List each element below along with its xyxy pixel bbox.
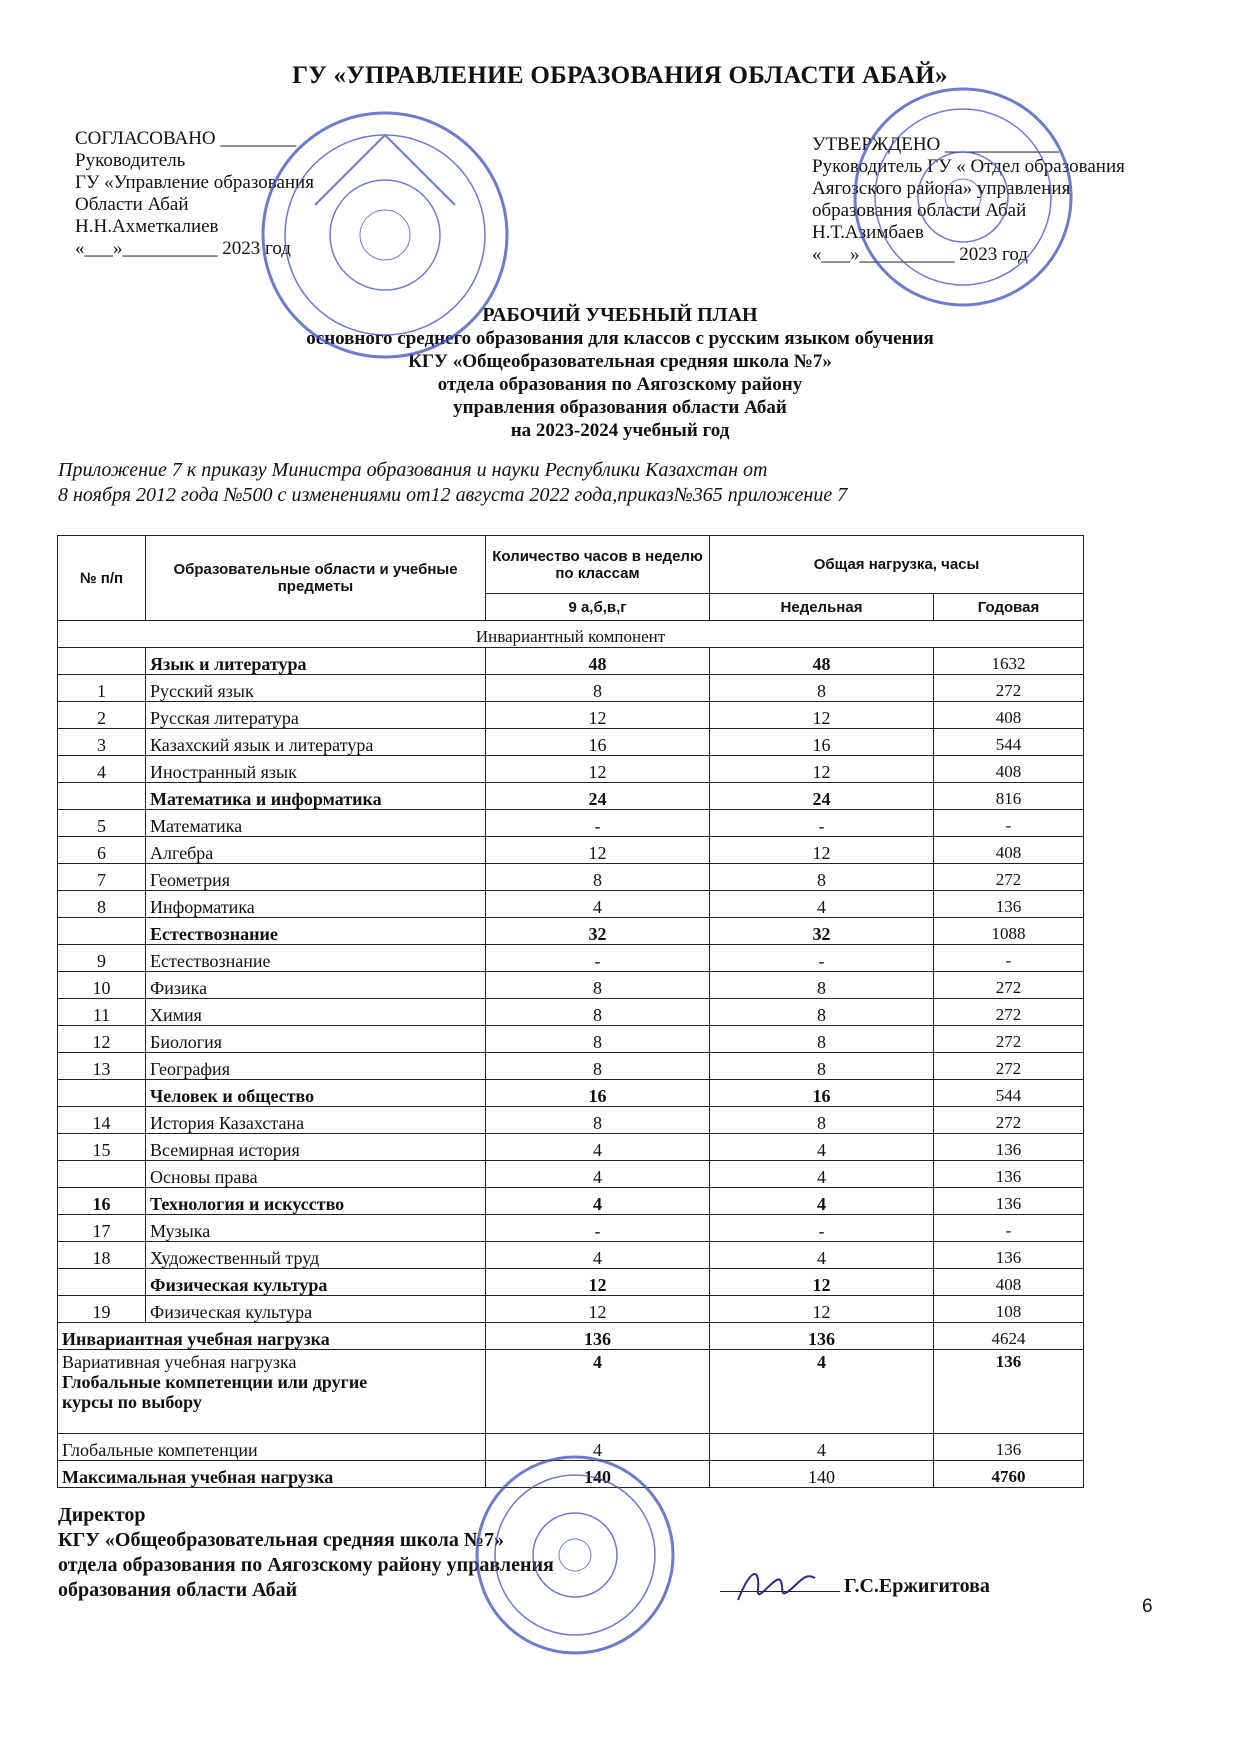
row-weekly: 8 <box>710 972 934 999</box>
row-number <box>58 918 146 945</box>
max-load-hours: 140 <box>486 1461 710 1488</box>
table-row <box>58 837 1084 864</box>
row-class-hours: - <box>486 810 710 837</box>
row-yearly: 136 <box>934 891 1084 918</box>
approved-name: Н.Т.Азимбаев <box>812 222 924 243</box>
row-class-hours: 8 <box>486 999 710 1026</box>
row-weekly: - <box>710 1215 934 1242</box>
row-yearly: 272 <box>934 972 1084 999</box>
global-competencies-weekly: 4 <box>710 1434 934 1461</box>
row-number: 9 <box>58 945 146 972</box>
agreed-date: «___»__________ 2023 год <box>75 238 291 259</box>
row-number: 10 <box>58 972 146 999</box>
appendix-line1: Приложение 7 к приказу Министра образования и науки Республики Казахстан от <box>58 459 768 481</box>
organization-title: ГУ «УПРАВЛЕНИЕ ОБРАЗОВАНИЯ ОБЛАСТИ АБАЙ» <box>292 62 948 89</box>
row-subject: Язык и литература <box>146 648 486 675</box>
row-yearly: 408 <box>934 756 1084 783</box>
row-yearly: 272 <box>934 1107 1084 1134</box>
table-row <box>58 945 1084 972</box>
row-number: 7 <box>58 864 146 891</box>
row-weekly: - <box>710 810 934 837</box>
row-class-hours: 24 <box>486 783 710 810</box>
row-weekly: 16 <box>710 729 934 756</box>
approved-date: «___»__________ 2023 год <box>812 244 1028 265</box>
signature-underline <box>720 1591 840 1592</box>
row-class-hours: 12 <box>486 702 710 729</box>
approved-label: УТВЕРЖДЕНО ____________ <box>812 134 1060 155</box>
row-weekly: 12 <box>710 837 934 864</box>
table-row <box>58 1134 1084 1161</box>
table-row <box>58 1188 1084 1215</box>
row-yearly: 272 <box>934 1026 1084 1053</box>
table-row <box>58 1161 1084 1188</box>
table-row <box>58 1215 1084 1242</box>
row-subject: Технология и искусство <box>146 1188 486 1215</box>
row-number: 15 <box>58 1134 146 1161</box>
row-class-hours: 4 <box>486 1134 710 1161</box>
row-yearly: 408 <box>934 702 1084 729</box>
row-number: 6 <box>58 837 146 864</box>
agreed-org-line2: Области Абай <box>75 194 189 215</box>
table-row <box>58 702 1084 729</box>
row-subject: Биология <box>146 1026 486 1053</box>
row-subject: Информатика <box>146 891 486 918</box>
director-dept-line2: образования области Абай <box>58 1579 298 1601</box>
row-number: 3 <box>58 729 146 756</box>
row-number: 18 <box>58 1242 146 1269</box>
row-subject: Естествознание <box>146 945 486 972</box>
row-yearly: - <box>934 945 1084 972</box>
variative-hours: 4 <box>486 1350 710 1434</box>
plan-line2: КГУ «Общеобразовательная средняя школа №7» <box>408 351 832 372</box>
row-subject: Математика и информатика <box>146 783 486 810</box>
row-class-hours: 8 <box>486 1107 710 1134</box>
agreed-label: СОГЛАСОВАНО ________ <box>75 128 297 149</box>
approved-position-line3: образования области Абай <box>812 200 1027 221</box>
variative-courses-label: Глобальные компетенции или другие курсы по выбору <box>62 1372 368 1412</box>
row-weekly: 16 <box>710 1080 934 1107</box>
row-yearly: 1088 <box>934 918 1084 945</box>
row-subject: Художественный труд <box>146 1242 486 1269</box>
table-row <box>58 810 1084 837</box>
header-weekly: Недельная <box>710 594 934 621</box>
approved-position-line1: Руководитель ГУ « Отдел образования <box>812 156 1125 177</box>
row-number: 4 <box>58 756 146 783</box>
plan-title: РАБОЧИЙ УЧЕБНЫЙ ПЛАН <box>482 304 758 326</box>
row-class-hours: 16 <box>486 1080 710 1107</box>
row-yearly: 408 <box>934 837 1084 864</box>
max-load-weekly: 140 <box>710 1461 934 1488</box>
row-class-hours: 8 <box>486 675 710 702</box>
table-row <box>58 864 1084 891</box>
row-weekly: 12 <box>710 756 934 783</box>
row-weekly: 48 <box>710 648 934 675</box>
row-subject: Всемирная история <box>146 1134 486 1161</box>
invariant-load-label: Инвариантная учебная нагрузка <box>58 1323 486 1350</box>
row-subject: Естествознание <box>146 918 486 945</box>
row-number: 5 <box>58 810 146 837</box>
director-title: Директор <box>58 1504 146 1526</box>
table-row <box>58 1026 1084 1053</box>
row-subject: Человек и общество <box>146 1080 486 1107</box>
plan-heading <box>0 304 1240 442</box>
max-load-label: Максимальная учебная нагрузка <box>58 1461 486 1488</box>
global-competencies-yearly: 136 <box>934 1434 1084 1461</box>
agreed-position: Руководитель <box>75 150 186 171</box>
global-competencies-hours: 4 <box>486 1434 710 1461</box>
header-classes: 9 а,б,в,г <box>486 594 710 621</box>
row-yearly: - <box>934 1215 1084 1242</box>
row-yearly: 544 <box>934 729 1084 756</box>
plan-line3: отдела образования по Аягозскому району <box>437 374 803 395</box>
director-school: КГУ «Общеобразовательная средняя школа №7» <box>58 1529 504 1551</box>
header-hours: Количество часов в неделю по классам <box>486 536 710 594</box>
agreed-block <box>75 128 314 260</box>
table-row <box>58 1107 1084 1134</box>
table-row <box>58 783 1084 810</box>
appendix-line2: 8 ноября 2012 года №500 с изменениями от12 августа 2022 года,приказ№365 приложение 7 <box>58 484 848 506</box>
variative-weekly: 4 <box>710 1350 934 1434</box>
row-class-hours: - <box>486 1215 710 1242</box>
row-number: 2 <box>58 702 146 729</box>
row-weekly: 12 <box>710 702 934 729</box>
row-weekly: - <box>710 945 934 972</box>
approved-position-line2: Аягозского района» управления <box>812 178 1071 199</box>
row-number <box>58 648 146 675</box>
agreed-name: Н.Н.Ахметкалиев <box>75 216 219 237</box>
row-weekly: 4 <box>710 1161 934 1188</box>
row-yearly: - <box>934 810 1084 837</box>
header-subjects: Образовательные области и учебные предметы <box>146 536 486 621</box>
row-number <box>58 783 146 810</box>
row-yearly: 136 <box>934 1134 1084 1161</box>
row-weekly: 8 <box>710 864 934 891</box>
row-weekly: 8 <box>710 999 934 1026</box>
row-class-hours: 4 <box>486 1188 710 1215</box>
row-weekly: 32 <box>710 918 934 945</box>
row-weekly: 12 <box>710 1269 934 1296</box>
row-weekly: 8 <box>710 1053 934 1080</box>
invariant-load-hours: 136 <box>486 1323 710 1350</box>
row-number <box>58 1080 146 1107</box>
row-subject: Химия <box>146 999 486 1026</box>
row-subject: География <box>146 1053 486 1080</box>
row-class-hours: 12 <box>486 1269 710 1296</box>
table-row <box>58 1242 1084 1269</box>
header-yearly: Годовая <box>934 594 1084 621</box>
table-row <box>58 648 1084 675</box>
row-weekly: 4 <box>710 1242 934 1269</box>
row-yearly: 272 <box>934 675 1084 702</box>
row-weekly: 12 <box>710 1296 934 1323</box>
row-weekly: 4 <box>710 1134 934 1161</box>
plan-line4: управления образования области Абай <box>453 397 787 418</box>
row-yearly: 272 <box>934 999 1084 1026</box>
curriculum-rows <box>58 648 1084 1323</box>
variative-load-cell <box>58 1350 486 1434</box>
row-number <box>58 1161 146 1188</box>
row-class-hours: 12 <box>486 1296 710 1323</box>
row-class-hours: 12 <box>486 756 710 783</box>
row-class-hours: 4 <box>486 1242 710 1269</box>
table-row <box>58 756 1084 783</box>
header-num: № п/п <box>58 536 146 621</box>
row-class-hours: 16 <box>486 729 710 756</box>
row-subject: Казахский язык и литература <box>146 729 486 756</box>
row-number <box>58 1269 146 1296</box>
row-yearly: 544 <box>934 1080 1084 1107</box>
row-subject: Иностранный язык <box>146 756 486 783</box>
table-row <box>58 999 1084 1026</box>
row-class-hours: 32 <box>486 918 710 945</box>
appendix-note <box>58 458 1178 508</box>
plan-line5: на 2023-2024 учебный год <box>510 420 730 441</box>
row-number: 19 <box>58 1296 146 1323</box>
row-number: 14 <box>58 1107 146 1134</box>
row-weekly: 8 <box>710 675 934 702</box>
row-subject: Русская литература <box>146 702 486 729</box>
row-class-hours: 8 <box>486 864 710 891</box>
row-class-hours: 8 <box>486 972 710 999</box>
row-yearly: 272 <box>934 864 1084 891</box>
row-number: 11 <box>58 999 146 1026</box>
plan-line1: основного среднего образования для классов с русским языком обучения <box>306 328 934 349</box>
table-row <box>58 1080 1084 1107</box>
header-total: Общая нагрузка, часы <box>710 536 1084 594</box>
row-subject: Математика <box>146 810 486 837</box>
signature-line <box>720 1575 990 1598</box>
row-class-hours: 12 <box>486 837 710 864</box>
row-weekly: 8 <box>710 1107 934 1134</box>
row-subject: Музыка <box>146 1215 486 1242</box>
global-competencies-label: Глобальные компетенции <box>58 1434 486 1461</box>
row-weekly: 8 <box>710 1026 934 1053</box>
row-number: 12 <box>58 1026 146 1053</box>
row-class-hours: 8 <box>486 1026 710 1053</box>
curriculum-table <box>57 535 1084 1488</box>
row-subject: История Казахстана <box>146 1107 486 1134</box>
director-dept-line1: отдела образования по Аягозскому району управления <box>58 1554 554 1576</box>
table-row <box>58 675 1084 702</box>
table-row <box>58 918 1084 945</box>
row-class-hours: 4 <box>486 1161 710 1188</box>
row-class-hours: 8 <box>486 1053 710 1080</box>
approved-block <box>812 134 1125 266</box>
table-row <box>58 1296 1084 1323</box>
row-yearly: 272 <box>934 1053 1084 1080</box>
table-row <box>58 1053 1084 1080</box>
signer-name: Г.С.Ержигитова <box>844 1575 990 1597</box>
row-subject: Основы права <box>146 1161 486 1188</box>
row-number: 17 <box>58 1215 146 1242</box>
max-load-yearly: 4760 <box>934 1461 1084 1488</box>
variative-yearly: 136 <box>934 1350 1084 1434</box>
row-yearly: 136 <box>934 1242 1084 1269</box>
row-subject: Физика <box>146 972 486 999</box>
row-class-hours: 4 <box>486 891 710 918</box>
row-number: 16 <box>58 1188 146 1215</box>
row-subject: Русский язык <box>146 675 486 702</box>
page-number: 6 <box>1142 1596 1153 1617</box>
row-yearly: 136 <box>934 1188 1084 1215</box>
table-row <box>58 972 1084 999</box>
row-subject: Геометрия <box>146 864 486 891</box>
row-weekly: 24 <box>710 783 934 810</box>
invariant-load-weekly: 136 <box>710 1323 934 1350</box>
row-class-hours: 48 <box>486 648 710 675</box>
row-yearly: 816 <box>934 783 1084 810</box>
row-class-hours: - <box>486 945 710 972</box>
row-subject: Физическая культура <box>146 1296 486 1323</box>
row-yearly: 408 <box>934 1269 1084 1296</box>
row-number: 8 <box>58 891 146 918</box>
row-number: 13 <box>58 1053 146 1080</box>
invariant-load-yearly: 4624 <box>934 1323 1084 1350</box>
variative-load-label: Вариативная учебная нагрузка <box>62 1352 297 1372</box>
row-subject: Физическая культура <box>146 1269 486 1296</box>
row-yearly: 136 <box>934 1161 1084 1188</box>
table-row <box>58 729 1084 756</box>
row-weekly: 4 <box>710 1188 934 1215</box>
row-weekly: 4 <box>710 891 934 918</box>
row-yearly: 1632 <box>934 648 1084 675</box>
row-yearly: 108 <box>934 1296 1084 1323</box>
director-block <box>58 1503 554 1603</box>
table-row <box>58 891 1084 918</box>
row-number: 1 <box>58 675 146 702</box>
table-row <box>58 1269 1084 1296</box>
agreed-org-line1: ГУ «Управление образования <box>75 172 314 193</box>
invariant-component-label: Инвариантный компонент <box>58 621 1084 648</box>
row-subject: Алгебра <box>146 837 486 864</box>
